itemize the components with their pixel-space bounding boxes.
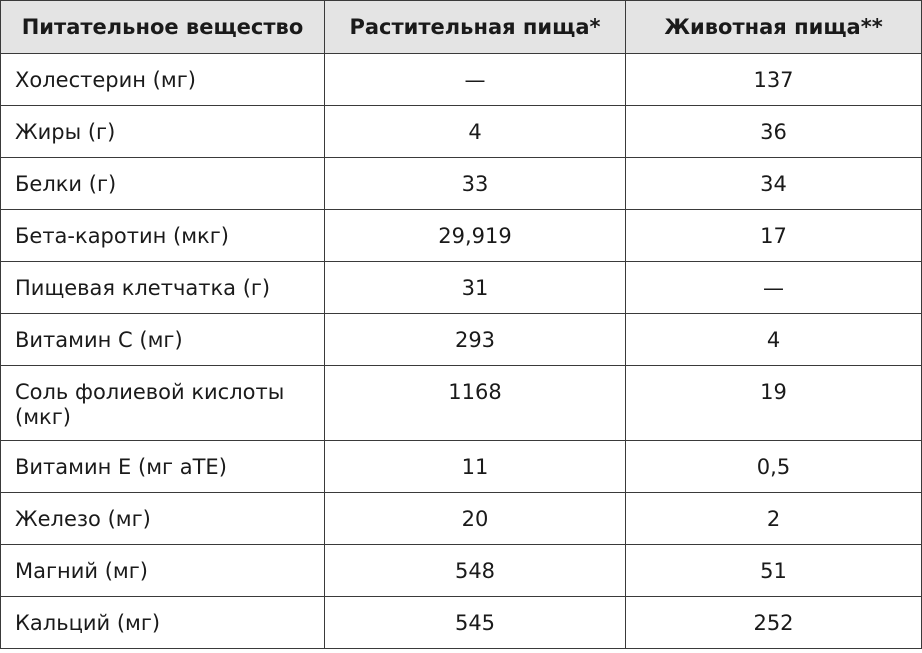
- plant-value: 545: [325, 597, 626, 649]
- plant-value: 548: [325, 545, 626, 597]
- animal-value: 0,5: [626, 441, 922, 493]
- animal-value: —: [626, 262, 922, 314]
- plant-value: 29,919: [325, 210, 626, 262]
- table-row: [1, 314, 922, 366]
- header-animal-food: Животная пища**: [626, 1, 922, 54]
- table-row: [1, 106, 922, 158]
- plant-value: 293: [325, 314, 626, 366]
- table-row: [1, 158, 922, 210]
- nutrient-name: Кальций (мг): [1, 597, 325, 649]
- table-row: [1, 545, 922, 597]
- plant-value: 11: [325, 441, 626, 493]
- plant-value: 1168: [325, 366, 626, 441]
- nutrient-name: Белки (г): [1, 158, 325, 210]
- nutrient-name: Соль фолиевой кислоты (мкг): [1, 366, 325, 441]
- nutrient-name: Пищевая клетчатка (г): [1, 262, 325, 314]
- header-nutrient: Питательное вещество: [1, 1, 325, 54]
- nutrient-name: Витамин Е (мг аТЕ): [1, 441, 325, 493]
- animal-value: 36: [626, 106, 922, 158]
- plant-value: —: [325, 54, 626, 106]
- table-row: [1, 54, 922, 106]
- animal-value: 19: [626, 366, 922, 441]
- nutrient-name: Железо (мг): [1, 493, 325, 545]
- header-plant-food: Растительная пища*: [325, 1, 626, 54]
- nutrient-name: Жиры (г): [1, 106, 325, 158]
- animal-value: 252: [626, 597, 922, 649]
- table-row: [1, 262, 922, 314]
- animal-value: 17: [626, 210, 922, 262]
- nutrient-name: Бета-каротин (мкг): [1, 210, 325, 262]
- nutrient-name: Витамин С (мг): [1, 314, 325, 366]
- table-header-row: [1, 1, 922, 54]
- table-row: [1, 366, 922, 441]
- animal-value: 51: [626, 545, 922, 597]
- table-row: [1, 597, 922, 649]
- animal-value: 4: [626, 314, 922, 366]
- animal-value: 2: [626, 493, 922, 545]
- animal-value: 137: [626, 54, 922, 106]
- plant-value: 20: [325, 493, 626, 545]
- table-row: [1, 441, 922, 493]
- animal-value: 34: [626, 158, 922, 210]
- table-row: [1, 210, 922, 262]
- table-row: [1, 493, 922, 545]
- plant-value: 31: [325, 262, 626, 314]
- plant-value: 4: [325, 106, 626, 158]
- nutrient-name: Холестерин (мг): [1, 54, 325, 106]
- plant-value: 33: [325, 158, 626, 210]
- nutrient-name: Магний (мг): [1, 545, 325, 597]
